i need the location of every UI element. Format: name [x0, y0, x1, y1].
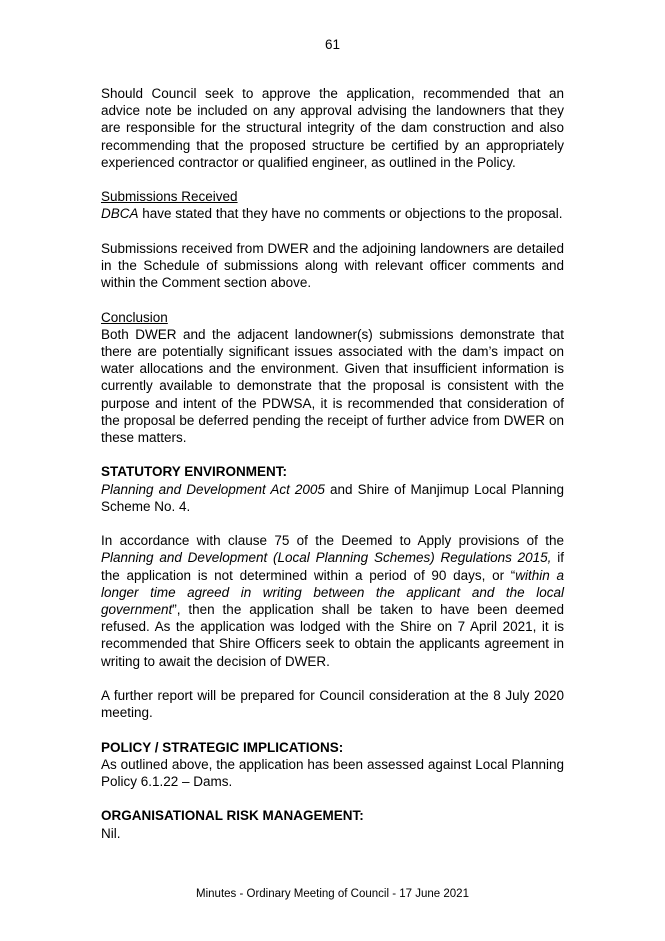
page-number: 61: [324, 37, 341, 52]
statutory-paragraph: [101, 481, 564, 515]
submissions-paragraph: Submissions received from DWER and the adjoining landowners are detailed in the Schedule of submissions along with relevant officer comments and within the Comment section above.: [101, 240, 564, 291]
policy-paragraph: As outlined above, the application has been assessed against Local Planning Policy 6.1.22 – Dams.: [101, 756, 564, 790]
statutory-text: and Shire of Manjimup Local Planning Scheme No. 4.: [101, 481, 564, 514]
clause-part2: if the application is not determined within a period of 90 days, or “: [101, 550, 564, 583]
submissions-heading-text: Submissions Received: [101, 189, 238, 205]
clause-regulations: Planning and Development (Local Planning Schemes) Regulations 2015,: [101, 550, 552, 566]
conclusion-heading: [101, 309, 564, 326]
clause-part3: ”, then the application shall be taken to have been deemed refused. As the application was lodged with the Shire on 7 April 2021, it is recommended that Shire Officers seek to obtain the applicants agreement in writing to await the decision of DWER.: [101, 602, 564, 669]
further-report-paragraph: A further report will be prepared for Council consideration at the 8 July 2020 meeting.: [101, 688, 564, 721]
statutory-act: Planning and Development Act 2005: [101, 481, 325, 497]
policy-heading: POLICY / STRATEGIC IMPLICATIONS:: [101, 739, 344, 755]
clause-part1: In accordance with clause 75 of the Deemed to Apply provisions of the: [101, 533, 564, 549]
dbca-paragraph: [101, 205, 564, 222]
clause-paragraph: [101, 532, 564, 670]
page-footer: Minutes - Ordinary Meeting of Council - 17 June 2021: [196, 888, 469, 900]
clause-quote: within a longer time agreed in writing between the applicant and the local government: [101, 567, 564, 618]
conclusion-paragraph: Both DWER and the adjacent landowner(s) submissions demonstrate that there are potentially significant issues associated with the dam’s impact on water allocations and the environment. Given that insufficient information is currently available to demonstrate that the proposal is consistent with the purpose and intent of the PDWSA, it is recommended that consideration of the proposal be deferred pending the receipt of further advice from DWER on these matters.: [101, 326, 564, 446]
document-body: [101, 85, 564, 859]
submissions-heading: [101, 188, 564, 205]
statutory-heading: STATUTORY ENVIRONMENT:: [101, 464, 288, 480]
conclusion-heading-text: Conclusion: [101, 309, 168, 325]
advice-note-paragraph: Should Council seek to approve the application, recommended that an advice note be included on any approval advising the landowners that they are responsible for the structural integrity of the dam construction and also recommending that the proposed structure be certified by an appropriately experienced contractor or qualified engineer, as outlined in the Policy.: [101, 86, 564, 170]
risk-paragraph: Nil.: [101, 825, 121, 841]
risk-heading: ORGANISATIONAL RISK MANAGEMENT:: [101, 808, 364, 824]
dbca-text: have stated that they have no comments or objections to the proposal.: [138, 206, 563, 222]
dbca-name: DBCA: [101, 206, 139, 222]
